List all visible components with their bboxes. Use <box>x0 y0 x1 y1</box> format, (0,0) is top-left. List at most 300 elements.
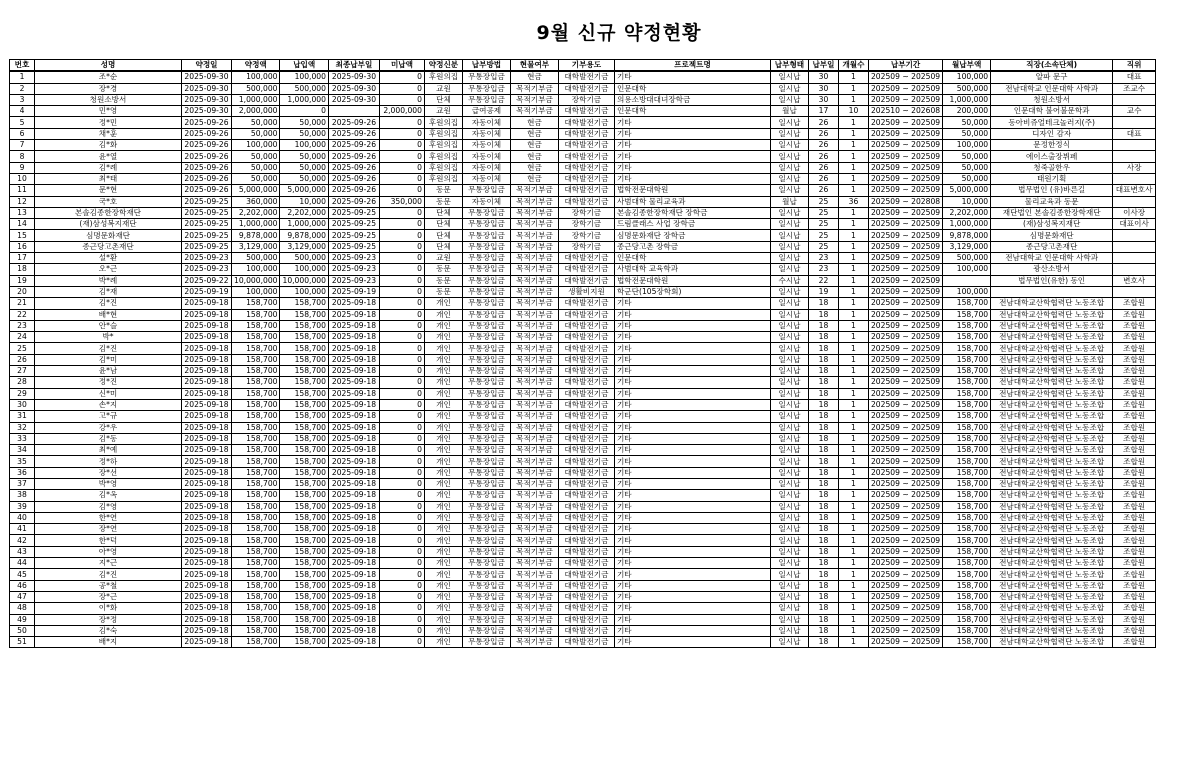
cell-payment-period: 202509 ~ 202509 <box>868 128 942 139</box>
cell-payment-day: 18 <box>808 388 838 399</box>
cell-donation-purpose: 대학발전기금 <box>558 614 614 625</box>
cell-workplace: 디자인 감자 <box>991 128 1113 139</box>
cell-payment-day: 18 <box>808 558 838 569</box>
cell-pledge-status: 개인 <box>424 309 462 320</box>
cell-pledge-date: 2025-09-30 <box>182 83 232 94</box>
cell-project-name: 기타 <box>614 467 770 478</box>
cell-position: 대표 <box>1113 71 1156 83</box>
cell-workplace: 동아비쥬얼테크놀러지(주) <box>991 117 1113 128</box>
cell-no: 11 <box>10 185 35 196</box>
cell-unpaid-amount: 0 <box>379 173 424 184</box>
cell-no: 34 <box>10 445 35 456</box>
cell-payment-period: 202509 ~ 202509 <box>868 467 942 478</box>
cell-payment-method: 무통장입금 <box>462 219 510 230</box>
cell-donation-purpose: 대학발전기금 <box>558 253 614 264</box>
table-row <box>10 275 1156 286</box>
cell-payment-period: 202509 ~ 202509 <box>868 286 942 297</box>
cell-payment-period: 202509 ~ 202509 <box>868 591 942 602</box>
cell-paid-amount: 50,000 <box>280 173 328 184</box>
cell-in-kind: 목적기부금 <box>510 399 558 410</box>
cell-donation-purpose: 장학기금 <box>558 241 614 252</box>
cell-payment-day: 26 <box>808 151 838 162</box>
cell-pledge-status: 개인 <box>424 546 462 557</box>
cell-payment-method: 무통장입금 <box>462 546 510 557</box>
cell-payment-type: 일시납 <box>770 467 808 478</box>
cell-pledge-status: 개인 <box>424 478 462 489</box>
cell-payment-type: 일시납 <box>770 309 808 320</box>
cell-workplace: 전남대학교산학협력단 노동조합 <box>991 320 1113 331</box>
cell-payment-method: 무통장입금 <box>462 298 510 309</box>
cell-payment-day: 26 <box>808 173 838 184</box>
cell-monthly-amount: 2,202,000 <box>943 207 991 218</box>
cell-paid-amount: 2,202,000 <box>280 207 328 218</box>
cell-payment-type: 일시납 <box>770 151 808 162</box>
cell-no: 23 <box>10 320 35 331</box>
cell-workplace: 전남대학교산학협력단 노동조합 <box>991 625 1113 636</box>
cell-in-kind: 목적기부금 <box>510 241 558 252</box>
cell-payment-type: 일시납 <box>770 501 808 512</box>
cell-paid-amount: 158,700 <box>280 309 328 320</box>
cell-unpaid-amount: 0 <box>379 128 424 139</box>
cell-pledge-date: 2025-09-30 <box>182 94 232 105</box>
table-row <box>10 580 1156 591</box>
cell-payment-day: 18 <box>808 433 838 444</box>
cell-pledge-status: 후원의집 <box>424 117 462 128</box>
cell-in-kind: 목적기부금 <box>510 219 558 230</box>
cell-no: 45 <box>10 569 35 580</box>
cell-no: 30 <box>10 399 35 410</box>
cell-payment-period: 202509 ~ 202509 <box>868 388 942 399</box>
cell-unpaid-amount: 0 <box>379 478 424 489</box>
cell-name: 장*연 <box>35 524 182 535</box>
cell-months: 1 <box>838 207 868 218</box>
cell-workplace: 전남대학교산학협력단 노동조합 <box>991 422 1113 433</box>
cell-pledge-amount: 158,700 <box>232 478 280 489</box>
cell-pledge-status: 개인 <box>424 501 462 512</box>
table-row <box>10 445 1156 456</box>
cell-paid-amount: 158,700 <box>280 366 328 377</box>
cell-payment-period: 202509 ~ 202509 <box>868 354 942 365</box>
cell-paid-amount: 158,700 <box>280 637 328 648</box>
cell-paid-amount: 158,700 <box>280 580 328 591</box>
cell-pledge-date: 2025-09-18 <box>182 603 232 614</box>
cell-pledge-status: 개인 <box>424 535 462 546</box>
cell-pledge-amount: 3,129,000 <box>232 241 280 252</box>
cell-months: 1 <box>838 478 868 489</box>
cell-pledge-date: 2025-09-18 <box>182 512 232 523</box>
cell-last-payment-date: 2025-09-30 <box>328 71 379 83</box>
cell-pledge-amount: 158,700 <box>232 490 280 501</box>
table-row <box>10 332 1156 343</box>
cell-workplace: 전남대학교산학협력단 노동조합 <box>991 603 1113 614</box>
cell-in-kind: 목적기부금 <box>510 106 558 117</box>
cell-name: 김*숙 <box>35 625 182 636</box>
cell-monthly-amount: 158,700 <box>943 377 991 388</box>
cell-paid-amount: 158,700 <box>280 501 328 512</box>
cell-donation-purpose: 대학발전기금 <box>558 151 614 162</box>
cell-payment-method: 무통장입금 <box>462 580 510 591</box>
cell-payment-type: 일시납 <box>770 377 808 388</box>
cell-no: 36 <box>10 467 35 478</box>
cell-payment-type: 일시납 <box>770 185 808 196</box>
cell-paid-amount: 158,700 <box>280 354 328 365</box>
cell-last-payment-date: 2025-09-18 <box>328 580 379 591</box>
cell-months: 1 <box>838 637 868 648</box>
cell-pledge-amount: 158,700 <box>232 366 280 377</box>
cell-monthly-amount: 500,000 <box>943 253 991 264</box>
cell-monthly-amount: 158,700 <box>943 524 991 535</box>
cell-pledge-amount: 500,000 <box>232 83 280 94</box>
cell-position <box>1113 151 1156 162</box>
cell-pledge-status: 후원의집 <box>424 151 462 162</box>
cell-monthly-amount: 158,700 <box>943 591 991 602</box>
cell-pledge-date: 2025-09-18 <box>182 580 232 591</box>
cell-payment-period: 202509 ~ 202509 <box>868 219 942 230</box>
cell-pledge-status: 단체 <box>424 230 462 241</box>
cell-pledge-amount: 158,700 <box>232 445 280 456</box>
cell-pledge-status: 동문 <box>424 196 462 207</box>
cell-name: 설*환 <box>35 253 182 264</box>
cell-pledge-amount: 158,700 <box>232 580 280 591</box>
cell-donation-purpose: 장학기금 <box>558 219 614 230</box>
cell-no: 43 <box>10 546 35 557</box>
cell-payment-period: 202509 ~ 202509 <box>868 94 942 105</box>
cell-project-name: 의용소방대대녀장학금 <box>614 94 770 105</box>
cell-donation-purpose: 대학발전기금 <box>558 603 614 614</box>
column-header-position: 직위 <box>1113 60 1156 72</box>
cell-payment-period: 202509 ~ 202509 <box>868 241 942 252</box>
cell-project-name: 기타 <box>614 377 770 388</box>
cell-last-payment-date <box>328 106 379 117</box>
cell-payment-period: 202509 ~ 202509 <box>868 490 942 501</box>
cell-workplace: 전남대학교산학협력단 노동조합 <box>991 309 1113 320</box>
cell-pledge-amount: 158,700 <box>232 399 280 410</box>
cell-unpaid-amount: 0 <box>379 343 424 354</box>
table-row <box>10 71 1156 83</box>
cell-paid-amount: 158,700 <box>280 456 328 467</box>
table-row <box>10 422 1156 433</box>
cell-monthly-amount: 100,000 <box>943 264 991 275</box>
cell-pledge-date: 2025-09-18 <box>182 535 232 546</box>
cell-last-payment-date: 2025-09-18 <box>328 625 379 636</box>
cell-in-kind: 목적기부금 <box>510 422 558 433</box>
cell-payment-day: 18 <box>808 309 838 320</box>
cell-pledge-amount: 158,700 <box>232 512 280 523</box>
cell-project-name: 인문대학 <box>614 83 770 94</box>
cell-payment-period: 202509 ~ 202509 <box>868 603 942 614</box>
cell-unpaid-amount: 0 <box>379 445 424 456</box>
cell-payment-period: 202509 ~ 202509 <box>868 422 942 433</box>
cell-payment-day: 18 <box>808 399 838 410</box>
cell-donation-purpose: 대학발전기금 <box>558 275 614 286</box>
cell-project-name: 기타 <box>614 422 770 433</box>
cell-pledge-date: 2025-09-18 <box>182 433 232 444</box>
cell-name: 정*하 <box>35 456 182 467</box>
cell-monthly-amount: 1,000,000 <box>943 219 991 230</box>
cell-paid-amount: 50,000 <box>280 117 328 128</box>
cell-project-name: 드림클래스 사업 장학금 <box>614 219 770 230</box>
cell-name: 박*영 <box>35 478 182 489</box>
cell-no: 25 <box>10 343 35 354</box>
cell-in-kind: 목적기부금 <box>510 388 558 399</box>
table-row <box>10 173 1156 184</box>
cell-position: 조합원 <box>1113 320 1156 331</box>
cell-unpaid-amount: 0 <box>379 501 424 512</box>
cell-project-name: 기타 <box>614 478 770 489</box>
cell-paid-amount: 158,700 <box>280 558 328 569</box>
cell-project-name: 기타 <box>614 546 770 557</box>
cell-months: 1 <box>838 501 868 512</box>
cell-last-payment-date: 2025-09-18 <box>328 366 379 377</box>
cell-position: 조합원 <box>1113 377 1156 388</box>
cell-months: 1 <box>838 558 868 569</box>
cell-payment-type: 일시납 <box>770 286 808 297</box>
cell-payment-method: 무통장입금 <box>462 366 510 377</box>
cell-payment-type: 일시납 <box>770 253 808 264</box>
cell-payment-day: 19 <box>808 286 838 297</box>
table-row <box>10 207 1156 218</box>
cell-no: 50 <box>10 625 35 636</box>
table-row <box>10 603 1156 614</box>
cell-monthly-amount: 158,700 <box>943 366 991 377</box>
cell-payment-period: 202509 ~ 202509 <box>868 332 942 343</box>
cell-payment-day: 17 <box>808 106 838 117</box>
cell-position <box>1113 264 1156 275</box>
cell-unpaid-amount: 0 <box>379 399 424 410</box>
cell-no: 27 <box>10 366 35 377</box>
cell-no: 5 <box>10 117 35 128</box>
cell-payment-method: 무통장입금 <box>462 275 510 286</box>
cell-payment-method: 자동이체 <box>462 117 510 128</box>
column-header-pledge-status: 약정신분 <box>424 60 462 72</box>
cell-payment-method: 무통장입금 <box>462 388 510 399</box>
cell-monthly-amount: 158,700 <box>943 625 991 636</box>
cell-pledge-date: 2025-09-25 <box>182 196 232 207</box>
cell-project-name: 기타 <box>614 320 770 331</box>
cell-position: 조합원 <box>1113 569 1156 580</box>
cell-pledge-date: 2025-09-18 <box>182 546 232 557</box>
cell-no: 12 <box>10 196 35 207</box>
cell-name: 본솔김종한장학재단 <box>35 207 182 218</box>
cell-last-payment-date: 2025-09-18 <box>328 298 379 309</box>
cell-months: 1 <box>838 524 868 535</box>
cell-name: 장*선 <box>35 467 182 478</box>
cell-payment-day: 23 <box>808 264 838 275</box>
cell-no: 38 <box>10 490 35 501</box>
cell-payment-method: 무통장입금 <box>462 433 510 444</box>
cell-last-payment-date: 2025-09-18 <box>328 490 379 501</box>
cell-no: 41 <box>10 524 35 535</box>
cell-no: 2 <box>10 83 35 94</box>
table-row <box>10 343 1156 354</box>
cell-unpaid-amount: 0 <box>379 320 424 331</box>
cell-unpaid-amount: 0 <box>379 162 424 173</box>
cell-payment-type: 일시납 <box>770 535 808 546</box>
cell-pledge-date: 2025-09-22 <box>182 275 232 286</box>
cell-pledge-status: 개인 <box>424 591 462 602</box>
table-row <box>10 196 1156 207</box>
cell-name: 김*진 <box>35 343 182 354</box>
cell-unpaid-amount: 0 <box>379 117 424 128</box>
cell-pledge-amount: 158,700 <box>232 456 280 467</box>
cell-payment-day: 30 <box>808 83 838 94</box>
cell-project-name: 기타 <box>614 354 770 365</box>
cell-in-kind: 목적기부금 <box>510 546 558 557</box>
cell-pledge-date: 2025-09-25 <box>182 241 232 252</box>
cell-no: 16 <box>10 241 35 252</box>
cell-last-payment-date: 2025-09-18 <box>328 433 379 444</box>
cell-name: 아*영 <box>35 546 182 557</box>
cell-months: 1 <box>838 603 868 614</box>
cell-months: 1 <box>838 309 868 320</box>
cell-payment-day: 18 <box>808 422 838 433</box>
cell-paid-amount: 1,000,000 <box>280 219 328 230</box>
column-header-paid-amount: 납입액 <box>280 60 328 72</box>
cell-name: 정*진 <box>35 377 182 388</box>
cell-workplace: 재단법인 본솔김종한장학재단 <box>991 207 1113 218</box>
cell-payment-day: 18 <box>808 366 838 377</box>
table-row <box>10 140 1156 151</box>
cell-pledge-amount: 158,700 <box>232 411 280 422</box>
cell-last-payment-date: 2025-09-23 <box>328 275 379 286</box>
cell-name: 박*례 <box>35 275 182 286</box>
cell-pledge-date: 2025-09-18 <box>182 377 232 388</box>
table-row <box>10 286 1156 297</box>
cell-months: 1 <box>838 264 868 275</box>
cell-name: 조*순 <box>35 71 182 83</box>
table-row <box>10 478 1156 489</box>
cell-pledge-date: 2025-09-18 <box>182 309 232 320</box>
cell-no: 24 <box>10 332 35 343</box>
column-header-last-payment-date: 최종납부일 <box>328 60 379 72</box>
cell-donation-purpose: 대학발전기금 <box>558 422 614 433</box>
cell-paid-amount: 0 <box>280 106 328 117</box>
cell-in-kind: 목적기부금 <box>510 490 558 501</box>
cell-months: 1 <box>838 219 868 230</box>
cell-unpaid-amount: 0 <box>379 94 424 105</box>
cell-donation-purpose: 대학발전기금 <box>558 71 614 83</box>
cell-in-kind: 목적기부금 <box>510 535 558 546</box>
cell-project-name: 기타 <box>614 309 770 320</box>
cell-months: 1 <box>838 298 868 309</box>
cell-months: 1 <box>838 83 868 94</box>
cell-in-kind: 목적기부금 <box>510 433 558 444</box>
table-row <box>10 354 1156 365</box>
cell-position: 조합원 <box>1113 445 1156 456</box>
cell-pledge-date: 2025-09-23 <box>182 264 232 275</box>
cell-months: 1 <box>838 399 868 410</box>
cell-payment-type: 일시납 <box>770 366 808 377</box>
cell-payment-day: 30 <box>808 71 838 83</box>
cell-monthly-amount: 50,000 <box>943 117 991 128</box>
cell-pledge-amount: 5,000,000 <box>232 185 280 196</box>
cell-pledge-status: 개인 <box>424 388 462 399</box>
cell-name: 김*진 <box>35 298 182 309</box>
cell-monthly-amount: 100,000 <box>943 140 991 151</box>
cell-pledge-amount: 158,700 <box>232 535 280 546</box>
cell-pledge-amount: 158,700 <box>232 388 280 399</box>
table-row <box>10 83 1156 94</box>
cell-pledge-status: 동문 <box>424 264 462 275</box>
cell-months: 36 <box>838 196 868 207</box>
cell-workplace: 청죽골한우 <box>991 162 1113 173</box>
cell-months: 1 <box>838 467 868 478</box>
cell-project-name: 기타 <box>614 433 770 444</box>
table-row <box>10 490 1156 501</box>
cell-payment-day: 18 <box>808 603 838 614</box>
cell-in-kind: 목적기부금 <box>510 501 558 512</box>
cell-paid-amount: 158,700 <box>280 332 328 343</box>
cell-payment-period: 202509 ~ 202509 <box>868 151 942 162</box>
cell-payment-period: 202509 ~ 202509 <box>868 456 942 467</box>
cell-workplace <box>991 286 1113 297</box>
cell-pledge-amount: 2,000,000 <box>232 106 280 117</box>
cell-pledge-amount: 158,700 <box>232 614 280 625</box>
cell-pledge-date: 2025-09-26 <box>182 151 232 162</box>
cell-payment-period: 202509 ~ 202509 <box>868 343 942 354</box>
cell-no: 9 <box>10 162 35 173</box>
cell-months: 1 <box>838 94 868 105</box>
cell-project-name: 기타 <box>614 558 770 569</box>
cell-payment-method: 무통장입금 <box>462 320 510 331</box>
cell-pledge-date: 2025-09-18 <box>182 422 232 433</box>
cell-payment-type: 일시납 <box>770 241 808 252</box>
cell-workplace: 전남대학교산학협력단 노동조합 <box>991 433 1113 444</box>
cell-unpaid-amount: 0 <box>379 456 424 467</box>
cell-name: 김*진 <box>35 569 182 580</box>
cell-position: 조합원 <box>1113 399 1156 410</box>
cell-name: 심명문화재단 <box>35 230 182 241</box>
cell-pledge-status: 개인 <box>424 320 462 331</box>
cell-donation-purpose: 대학발전기금 <box>558 309 614 320</box>
cell-pledge-amount: 158,700 <box>232 625 280 636</box>
cell-pledge-amount: 50,000 <box>232 162 280 173</box>
cell-name: 국*호 <box>35 196 182 207</box>
cell-unpaid-amount: 0 <box>379 614 424 625</box>
cell-payment-period: 202509 ~ 202509 <box>868 411 942 422</box>
cell-monthly-amount: 158,700 <box>943 501 991 512</box>
cell-project-name: 기타 <box>614 445 770 456</box>
cell-payment-type: 일시납 <box>770 411 808 422</box>
cell-months: 1 <box>838 286 868 297</box>
table-row <box>10 219 1156 230</box>
cell-name: 최*태 <box>35 173 182 184</box>
cell-position <box>1113 286 1156 297</box>
cell-pledge-amount: 50,000 <box>232 151 280 162</box>
cell-payment-day: 22 <box>808 275 838 286</box>
cell-pledge-status: 단체 <box>424 241 462 252</box>
cell-in-kind: 목적기부금 <box>510 637 558 648</box>
cell-in-kind: 현금 <box>510 173 558 184</box>
cell-paid-amount: 158,700 <box>280 512 328 523</box>
cell-pledge-amount: 158,700 <box>232 320 280 331</box>
cell-donation-purpose: 대학발전기금 <box>558 162 614 173</box>
cell-paid-amount: 158,700 <box>280 614 328 625</box>
cell-months: 1 <box>838 625 868 636</box>
cell-position: 변호사 <box>1113 275 1156 286</box>
cell-pledge-date: 2025-09-18 <box>182 637 232 648</box>
cell-name: 김*례 <box>35 162 182 173</box>
cell-name: 종근당고촌재단 <box>35 241 182 252</box>
table-row <box>10 591 1156 602</box>
table-row <box>10 388 1156 399</box>
cell-no: 13 <box>10 207 35 218</box>
cell-in-kind: 목적기부금 <box>510 467 558 478</box>
cell-paid-amount: 100,000 <box>280 286 328 297</box>
cell-payment-method: 무통장입금 <box>462 83 510 94</box>
cell-donation-purpose: 대학발전기금 <box>558 625 614 636</box>
column-header-workplace: 직장(소속단체) <box>991 60 1113 72</box>
